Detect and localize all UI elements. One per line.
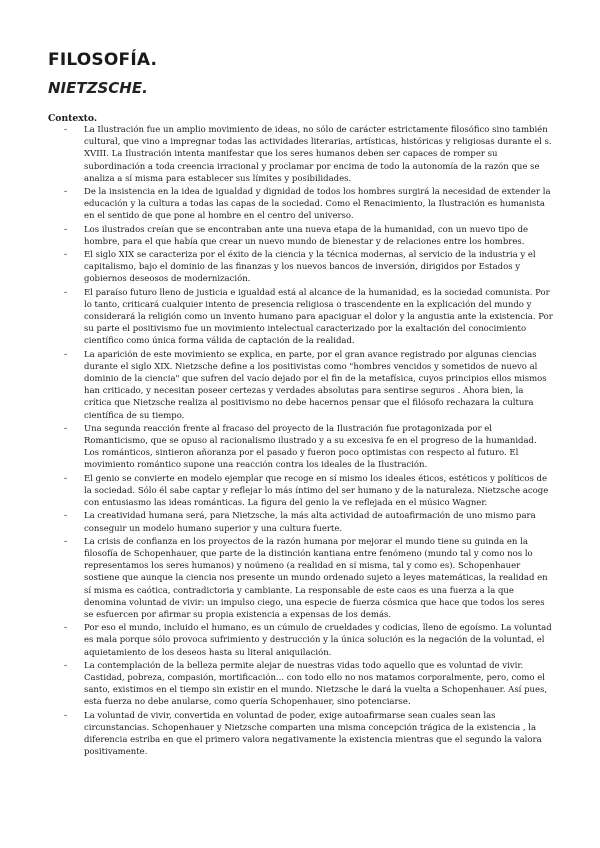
page-subtitle: NIETZSCHE. bbox=[48, 79, 148, 97]
list-item-text: Los ilustrados creían que se encontraban ante una nueva etapa de la humanidad, con un nuevo tipo de hombre, para el que había que crear un nuevo mundo de bienestar y de relaciones entre los hombres. bbox=[84, 224, 529, 247]
bullet-dash: - bbox=[64, 349, 68, 360]
list-item bbox=[48, 536, 553, 621]
bullet-dash: - bbox=[64, 423, 68, 434]
list-item-text: De la insistencia en la idea de igualdad y dignidad de todos los hombres surgirá la necesidad de extender la educación y la cultura a todas las capas de la sociedad. Como el Renacimiento, la Ilustración es humanista en el sentido de que pone al hombre en el centro del universo. bbox=[84, 187, 551, 222]
list-item-text: El siglo XIX se caracteriza por el éxito de la ciencia y la técnica modernas, al servicio de la industria y el capitalismo, bajo el dominio de las finanzas y los nuevos bancos de inversión, dirigidos por Estados y gobiernos deseosos de modernización. bbox=[84, 250, 536, 285]
list-item bbox=[48, 124, 553, 185]
section-heading: Contexto. bbox=[48, 113, 98, 124]
list-item-text: La creatividad humana será, para Nietzsche, la más alta actividad de autoafirmación de uno mismo para conseguir un modelo humano superior y una cultura fuerte. bbox=[84, 511, 536, 534]
list-item bbox=[48, 186, 553, 223]
bullet-dash: - bbox=[64, 511, 68, 522]
list-item-text: La aparición de este movimiento se explica, en parte, por el gran avance registrado por algunas ciencias durante el siglo XIX. Nietzsche define a los positivistas como "hombres vencidos y sometidos de nuevo al dominio de la ciencia" que sufren del vacío dejado por el fin de la metafísica, cuyos principios ellos mismos han criticado, y necesitan poseer certezas y verdades absolutas para sentirse seguros . Ahora bien, la crítica que Nietzsche realiza al positivismo no debe hacernos pensar que el filósofo rechazara la cultura científica de su tiempo. bbox=[84, 349, 547, 421]
bullet-dash: - bbox=[64, 623, 68, 634]
list-item-text: La Ilustración fue un amplio movimiento de ideas, no sólo de carácter estrictamente filosófico sino también cultural, que vino a impregnar todas las actividades literarias, artísticas, históricas y religiosas durante el s. XVIII. La Ilustración intenta manifestar que los seres humanos deben ser capaces de romper su subordinación a toda creencia irracional y proclamar por encima de todo la autonomía de la razón que se analiza a sí misma para establecer sus límites y posibilidades. bbox=[84, 125, 552, 184]
list-item-text: La voluntad de vivir, convertida en voluntad de poder, exige autoafirmarse sean cuales sean las circunstancias. Schopenhauer y Nietzsche comparten una misma concepción trágica de la existencia , la diferencia estriba en que el primero valora negativamente la existencia mientras que el segundo la valora positivamente. bbox=[84, 710, 542, 758]
bullet-dash: - bbox=[64, 250, 68, 261]
bullet-dash: - bbox=[64, 710, 68, 721]
list-item-text: La crisis de confianza en los proyectos de la razón humana por mejorar el mundo tiene su guinda en la filosofía de Schopenhauer, que parte de la distinción kantiana entre fenómeno (mundo tal y como nos lo representamos los seres humanos) y noúmeno (a realidad en sí misma, tal y como es). Schopenhauer sostiene que aunque la ciencia nos presente un mundo ordenado sujeto a leyes matemáticas, la realidad en sí misma es caótica, contradictoria y cambiante. La responsable de este caos es una fuerza a la que denomina voluntad de vivir: un impulso ciego, una especie de fuerza cósmica que hace que todos los seres se esfuercen por afirmar su propia existencia a expensas de los demás. bbox=[84, 536, 548, 620]
bullet-dash: - bbox=[64, 224, 68, 235]
list-item-text: Por eso el mundo, incluido el humano, es un cúmulo de crueldades y codicias, lleno de egoísmo. La voluntad es mala porque sólo provoca sufrimiento y destrucción y la única solución es la negación de la voluntad, el aquietamiento de los deseos hasta su literal aniquilación. bbox=[84, 623, 552, 658]
list-item bbox=[48, 249, 553, 286]
context-list bbox=[48, 124, 553, 759]
bullet-dash: - bbox=[64, 536, 68, 547]
list-item bbox=[48, 287, 553, 348]
list-item bbox=[48, 224, 553, 248]
list-item bbox=[48, 423, 553, 472]
list-item bbox=[48, 473, 553, 510]
list-item-text: El genio se convierte en modelo ejemplar que recoge en sí mismo los ideales éticos, estéticos y políticos de la sociedad. Sólo él sabe captar y reflejar lo más íntimo del ser humano y de la naturaleza. Nietzsche acoge con entusiasmo las ideas románticas. La figura del genio la ve reflejada en el músico Wagner. bbox=[84, 473, 549, 509]
list-item bbox=[48, 349, 553, 422]
bullet-dash: - bbox=[64, 187, 68, 198]
list-item bbox=[48, 660, 553, 709]
bullet-dash: - bbox=[64, 473, 68, 484]
list-item bbox=[48, 510, 553, 534]
list-item bbox=[48, 622, 553, 659]
list-item-text: La contemplación de la belleza permite alejar de nuestras vidas todo aquello que es voluntad de vivir. Castidad, pobreza, compasión, mortificación... con todo ello no nos matamos corporalmente, pero, como el santo, existimos en el tiempo sin existir en el mundo. Nietzsche le dará la vuelta a Schopenhauer. Así pues, esta fuerza no debe anularse, como quería Schopenhauer, sino potenciarse. bbox=[84, 660, 548, 708]
bullet-dash: - bbox=[64, 287, 68, 298]
list-item-text: Una segunda reacción frente al fracaso del proyecto de la Ilustración fue protagonizada por el Romanticismo, que se opuso al racionalismo ilustrado y a su excesiva fe en el progreso de la humanidad. Los románticos, sintieron añoranza por el pasado y fueron poco optimistas con respecto al futuro. El movimiento romántico supone una reacción contra los ideales de la Ilustración. bbox=[84, 423, 537, 471]
list-item-text: El paraíso futuro lleno de justicia e igualdad está al alcance de la humanidad, es la sociedad comunista. Por lo tanto, criticará cualquier intento de presencia religiosa o trascendente en la explicación del mundo y considerará la religión como un invento humano para apaciguar el dolor y la angustia ante la existencia. Por su parte el positivismo fue un movimiento intelectual caracterizado por la exaltación del conocimiento científico como única forma válida de captación de la realidad. bbox=[84, 287, 553, 347]
bullet-dash: - bbox=[64, 125, 68, 135]
page-title: FILOSOFÍA. bbox=[48, 50, 158, 70]
list-item bbox=[48, 710, 553, 759]
bullet-dash: - bbox=[64, 660, 68, 671]
